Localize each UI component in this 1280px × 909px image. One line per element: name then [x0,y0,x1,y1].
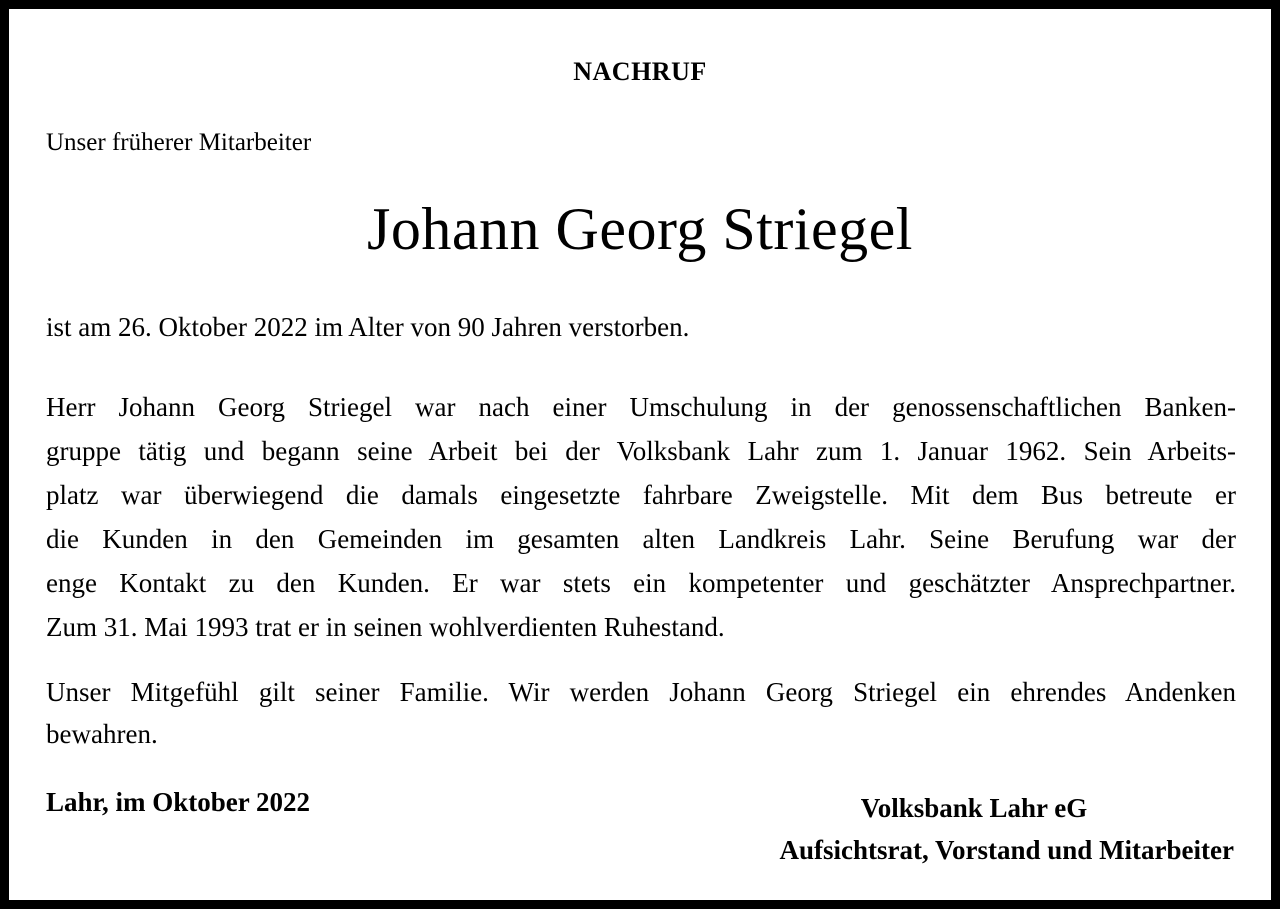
biography-line: enge Kontakt zu den Kunden. Er war stets ein kompetenter und geschätzter Ansprechpartner. [46,568,1236,598]
biography-line: Herr Johann Georg Striegel war nach einer Umschulung in der genossenschaftlichen Banken- [46,392,1236,422]
intro-text: Unser früherer Mitarbeiter [46,129,312,156]
notice-heading: NACHRUF [573,57,707,86]
deceased-name: Johann Georg Striegel [367,196,913,262]
closing-line: bewahren. [46,719,158,749]
biography-line: gruppe tätig und begann seine Arbeit bei der Volksbank Lahr zum 1. Januar 1962. Sein Arbeits- [46,436,1236,466]
death-statement: ist am 26. Oktober 2022 im Alter von 90 Jahren verstorben. [46,312,690,342]
biography-paragraph [46,385,1236,649]
place-date: Lahr, im Oktober 2022 [46,787,311,817]
biography-line: Zum 31. Mai 1993 trat er in seinen wohlverdienten Ruhestand. [46,612,725,642]
closing-line: Unser Mitgefühl gilt seiner Familie. Wir werden Johann Georg Striegel ein ehrendes Andenken [46,677,1236,707]
signature-block [674,787,1234,871]
organization-name: Volksbank Lahr eG [860,793,1088,823]
organization-members: Aufsichtsrat, Vorstand und Mitarbeiter [779,835,1234,865]
biography-line: die Kunden in den Gemeinden im gesamten alten Landkreis Lahr. Seine Berufung war der [46,524,1236,554]
biography-line: platz war überwiegend die damals eingesetzte fahrbare Zweigstelle. Mit dem Bus betreute er [46,480,1236,510]
closing-paragraph [46,671,1236,755]
